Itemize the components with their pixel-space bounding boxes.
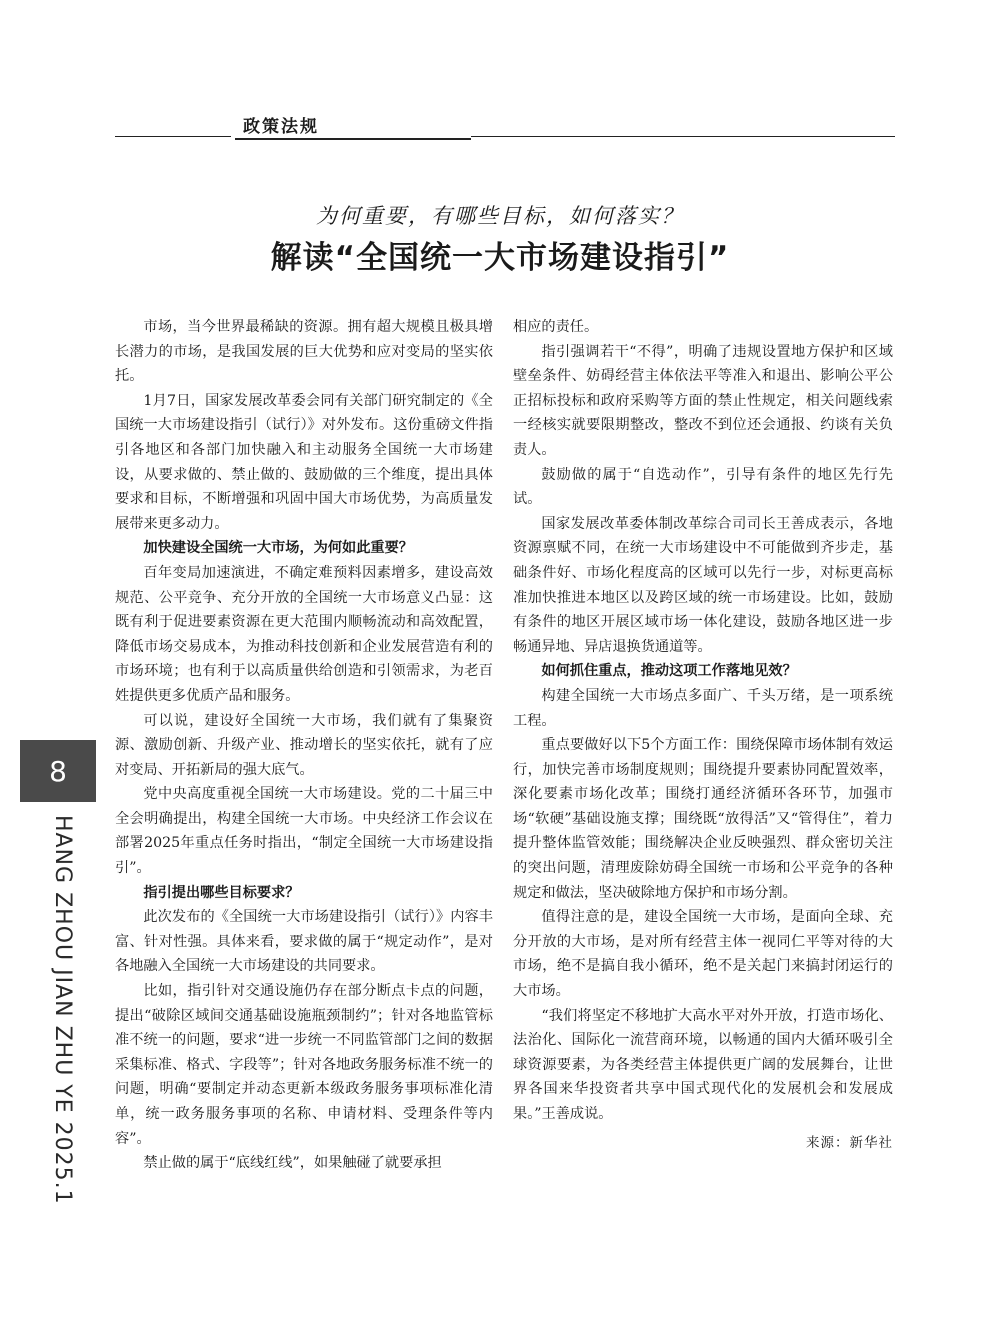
journal-side-label: HANG ZHOU JIAN ZHU YE 2025.1 [50, 815, 75, 1205]
section-heading: 如何抓住重点，推动这项工作落地见效？ [541, 663, 797, 680]
section-heading: 指引提出哪些目标要求？ [143, 884, 300, 901]
paragraph: 此次发布的《全国统一大市场建设指引（试行）》内容丰富、针对性强。具体来看，要求做的属于“规定动作”，是对各地融入全国统一大市场建设的共同要求。 [115, 909, 493, 975]
paragraph: 禁止做的属于“底线红线”，如果触碰了就要承担 [143, 1155, 442, 1172]
paragraph: 比如，指引针对交通设施仍存在部分断点卡点的问题，提出“破除区域间交通基础设施瓶颈制约”；针对各地监管标准不统一的问题，要求“进一步统一不同监管部门之间的数据采集标准、格式、字段等”；针对各地政务服务标准不统一的问题，明确“要制定并动态更新本级政务服务事项标准化清单，统一政务服务事项的名称、申请材料、受理条件等内容”。 [115, 983, 493, 1147]
paragraph: 构建全国统一大市场点多面广、千头万绪，是一项系统工程。 [513, 687, 893, 729]
paragraph: 党中央高度重视全国统一大市场建设。党的二十届三中全会明确提出，构建全国统一大市场。中央经济工作会议在部署2025年重点任务时指出，“制定全国统一大市场建设指引”。 [115, 786, 493, 877]
article-title: 解读“全国统一大市场建设指引” [270, 240, 730, 276]
paragraph: 指引强调若干“不得”，明确了违规设置地方保护和区域壁垒条件、妨碍经营主体依法平等准入和退出、影响公平公正招标投标和政府采购等方面的禁止性规定，相关问题线索一经核实就要限期整改，整改不到位还会通报、约谈有关负责人。 [513, 343, 893, 458]
paragraph: 鼓励做的属于“自选动作”，引导有条件的地区先行先试。 [513, 466, 893, 508]
header-rule-left [115, 136, 231, 137]
section-heading: 加快建设全国统一大市场，为何如此重要？ [143, 540, 413, 557]
paragraph: 可以说，建设好全国统一大市场，我们就有了集聚资源、激励创新、升级产业、推动增长的坚实依托，就有了应对变局、开拓新局的强大底气。 [115, 712, 493, 778]
paragraph: 重点要做好以下5个方面工作：围绕保障市场体制有效运行，加快完善市场制度规则；围绕提升要素协同配置效率，深化要素市场化改革；围绕打通经济循环各环节，加强市场“软硬”基础设施支撑；围绕既“放得活”又“管得住”，着力提升整体监管效能；围绕解决企业反映强烈、群众密切关注的突出问题，清理废除妨碍全国统一市场和公平竞争的各种规定和做法，坚决破除地方保护和市场分割。 [513, 737, 893, 901]
paragraph: 国家发展改革委体制改革综合司司长王善成表示，各地资源禀赋不同，在统一大市场建设中不可能做到齐步走，基础条件好、市场化程度高的区域可以先行一步，对标更高标准加快推进本地区以及跨区域的统一市场建设。比如，鼓励有条件的地区开展区域市场一体化建设，鼓励各地区进一步畅通异地、异店退换货通道等。 [513, 515, 893, 655]
paragraph: 市场，当今世界最稀缺的资源。拥有超大规模且极具增长潜力的市场，是我国发展的巨大优势和应对变局的坚实依托。 [115, 319, 493, 385]
section-header [115, 112, 895, 138]
paragraph: 百年变局加速演进，不确定难预料因素增多，建设高效规范、公平竞争、充分开放的全国统一大市场意义凸显：这既有利于促进要素资源在更大范围内顺畅流动和高效配置，降低市场交易成本，为推动科技创新和企业发展营造有利的市场环境；也有利于以高质量供给创造和引领需求，为老百姓提供更多优质产品和服务。 [115, 564, 493, 704]
header-rule-right [471, 136, 895, 137]
article-subtitle: 为何重要，有哪些目标，如何落实？ [316, 204, 684, 228]
page-number: 8 [49, 754, 67, 788]
paragraph: “我们将坚定不移地扩大高水平对外开放，打造市场化、法治化、国际化一流营商环境，以畅通的国内大循环吸引全球资源要素，为各类经营主体提供更广阔的发展舞台，让世界各国来华投资者共享中国式现代化的发展机会和发展成果。”王善成说。 [513, 1007, 893, 1122]
source-credit: 来源：新华社 [806, 1134, 893, 1151]
section-label: 政策法规 [235, 112, 471, 140]
column-left [115, 315, 493, 1176]
paragraph: 相应的责任。 [513, 319, 599, 335]
page-number-tab [20, 740, 96, 802]
paragraph: 值得注意的是，建设全国统一大市场，是面向全球、充分开放的大市场，是对所有经营主体一视同仁平等对待的大市场，绝不是搞自我小循环，绝不是关起门来搞封闭运行的大市场。 [513, 909, 893, 1000]
column-right [513, 315, 893, 1155]
paragraph: 1月7日，国家发展改革委会同有关部门研究制定的《全国统一大市场建设指引（试行）》对外发布。这份重磅文件指引各地区和各部门加快融入和主动服务全国统一大市场建设，从要求做的、禁止做的、鼓励做的三个维度，提出具体要求和目标，不断增强和巩固中国大市场优势，为高质量发展带来更多动力。 [115, 392, 493, 532]
